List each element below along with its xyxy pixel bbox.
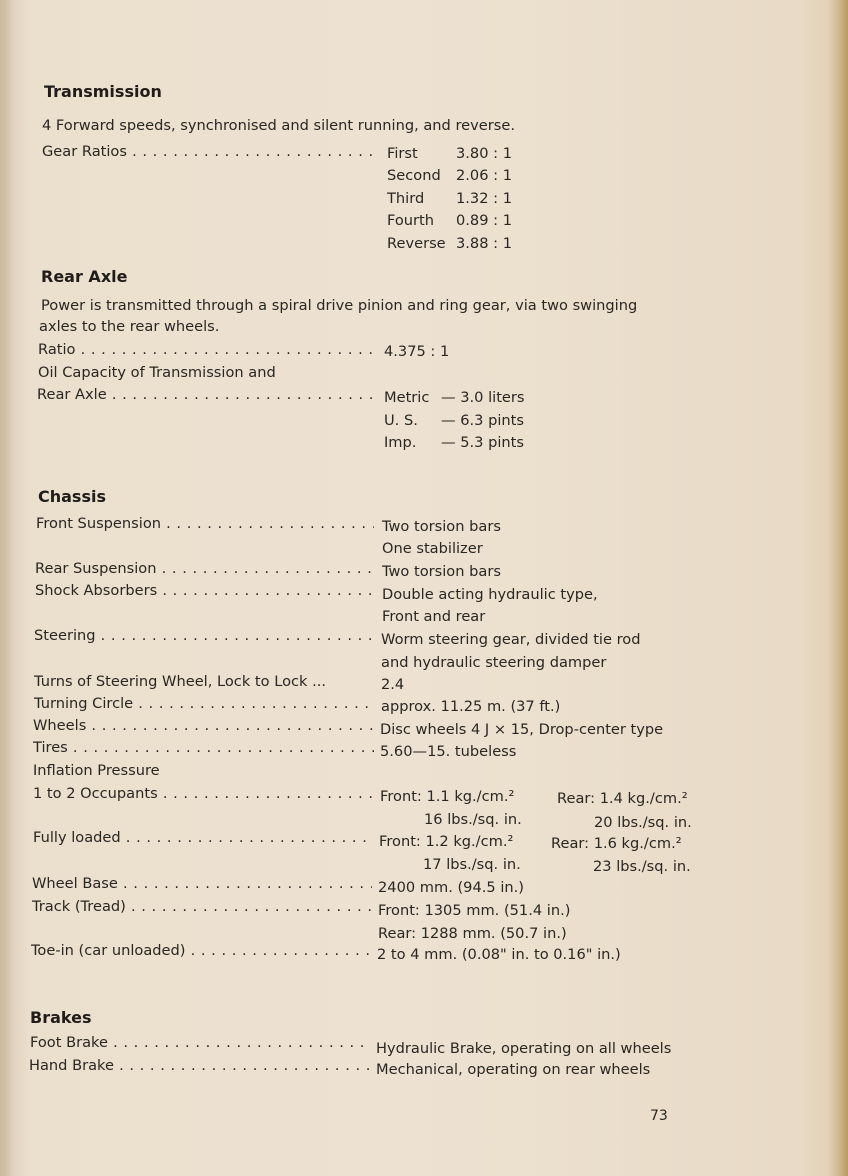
gear-ratio: 1.32 : 1: [456, 190, 512, 207]
shock-absorbers-value: Double acting hydraulic type,: [382, 586, 598, 603]
oil-capacity-label: Oil Capacity of Transmission and: [38, 364, 276, 381]
turning-circle-label: Turning Circle . . .: [34, 695, 374, 713]
hand-brake-label: Hand Brake . . .: [29, 1057, 370, 1075]
gear-ratio: 2.06 : 1: [456, 167, 512, 184]
tires-label: Tires . . .: [33, 739, 374, 757]
heading-brakes: Brakes: [30, 1008, 92, 1027]
ratio-label: Ratio . . .: [38, 341, 376, 359]
transmission-intro: 4 Forward speeds, synchronised and silent running, and reverse.: [42, 117, 515, 134]
steering-label: Steering . . .: [34, 627, 374, 645]
occupants-rear: Rear: 1.4 kg./cm.²: [557, 790, 688, 807]
fully-loaded-rear-imp: 23 lbs./sq. in.: [593, 858, 691, 875]
steering-value: Worm steering gear, divided tie rod: [381, 631, 641, 648]
rear-axle-intro-line1: Power is transmitted through a spiral drive pinion and ring gear, via two swinging: [41, 297, 638, 314]
occupants-rear-imp: 20 lbs./sq. in.: [594, 814, 692, 831]
ratio-value: 4.375 : 1: [384, 343, 450, 360]
wheel-base-label: Wheel Base . . .: [32, 875, 372, 893]
occupants-label: 1 to 2 Occupants . . .: [33, 785, 373, 803]
oil-unit: Metric: [384, 389, 430, 406]
turns-value: 2.4: [381, 676, 405, 693]
oil-value: — 6.3 pints: [441, 412, 524, 429]
rear-suspension-label: Rear Suspension . . .: [35, 560, 374, 578]
tires-value: 5.60—15. tubeless: [380, 743, 517, 760]
gear-ratio: 0.89 : 1: [456, 212, 512, 229]
gear-ratio: 3.88 : 1: [456, 235, 512, 252]
foot-brake-value: Hydraulic Brake, operating on all wheels: [376, 1040, 672, 1057]
heading-rear-axle: Rear Axle: [41, 267, 128, 286]
oil-unit: Imp.: [384, 434, 417, 451]
front-suspension-value: Two torsion bars: [382, 518, 501, 535]
oil-value: — 3.0 liters: [441, 389, 525, 406]
gear-name: Third: [387, 190, 425, 207]
rear-axle-intro-line2: axles to the rear wheels.: [39, 318, 220, 335]
front-suspension-label: Front Suspension . . .: [36, 515, 374, 533]
oil-unit: U. S.: [384, 412, 418, 429]
fully-loaded-front-imp: 17 lbs./sq. in.: [423, 856, 521, 873]
page-spine-shadow: [0, 0, 14, 1176]
shock-absorbers-value-2: Front and rear: [382, 608, 486, 625]
steering-value-2: and hydraulic steering damper: [381, 654, 607, 671]
occupants-front-imp: 16 lbs./sq. in.: [424, 811, 522, 828]
rear-axle-label: Rear Axle . . .: [37, 386, 376, 404]
heading-transmission: Transmission: [44, 82, 162, 101]
gear-name: Fourth: [387, 212, 435, 229]
gear-ratios-label: Gear Ratios . . .: [42, 143, 380, 161]
inflation-pressure-label: Inflation Pressure: [33, 762, 160, 779]
gear-name: Second: [387, 167, 441, 184]
oil-value: — 5.3 pints: [441, 434, 524, 451]
toe-in-label: Toe-in (car unloaded) . . .: [31, 942, 372, 960]
fully-loaded-label: Fully loaded . . .: [33, 829, 373, 847]
hand-brake-value: Mechanical, operating on rear wheels: [376, 1061, 651, 1078]
track-front: Front: 1305 mm. (51.4 in.): [378, 902, 571, 919]
gear-name: First: [387, 145, 418, 162]
front-suspension-value-2: One stabilizer: [382, 540, 483, 557]
shock-absorbers-label: Shock Absorbers . . .: [35, 582, 374, 600]
rear-suspension-value: Two torsion bars: [382, 563, 501, 580]
fully-loaded-front: Front: 1.2 kg./cm.²: [379, 833, 514, 850]
turning-circle-value: approx. 11.25 m. (37 ft.): [381, 698, 561, 715]
track-label: Track (Tread) . . .: [32, 898, 372, 916]
wheels-label: Wheels . . .: [33, 717, 374, 735]
fully-loaded-rear: Rear: 1.6 kg./cm.²: [551, 835, 682, 852]
foot-brake-label: Foot Brake . . .: [30, 1034, 370, 1052]
gear-ratio: 3.80 : 1: [456, 145, 512, 162]
gear-name: Reverse: [387, 235, 446, 252]
heading-chassis: Chassis: [38, 487, 106, 506]
turns-label: Turns of Steering Wheel, Lock to Lock ...: [34, 673, 327, 690]
toe-in-value: 2 to 4 mm. (0.08" in. to 0.16" in.): [377, 946, 621, 963]
wheel-base-value: 2400 mm. (94.5 in.): [378, 879, 524, 896]
wheels-value: Disc wheels 4 J × 15, Drop-center type: [380, 721, 664, 738]
occupants-front: Front: 1.1 kg./cm.²: [380, 788, 515, 805]
track-rear: Rear: 1288 mm. (50.7 in.): [378, 925, 567, 942]
page-number: 73: [650, 1108, 668, 1124]
